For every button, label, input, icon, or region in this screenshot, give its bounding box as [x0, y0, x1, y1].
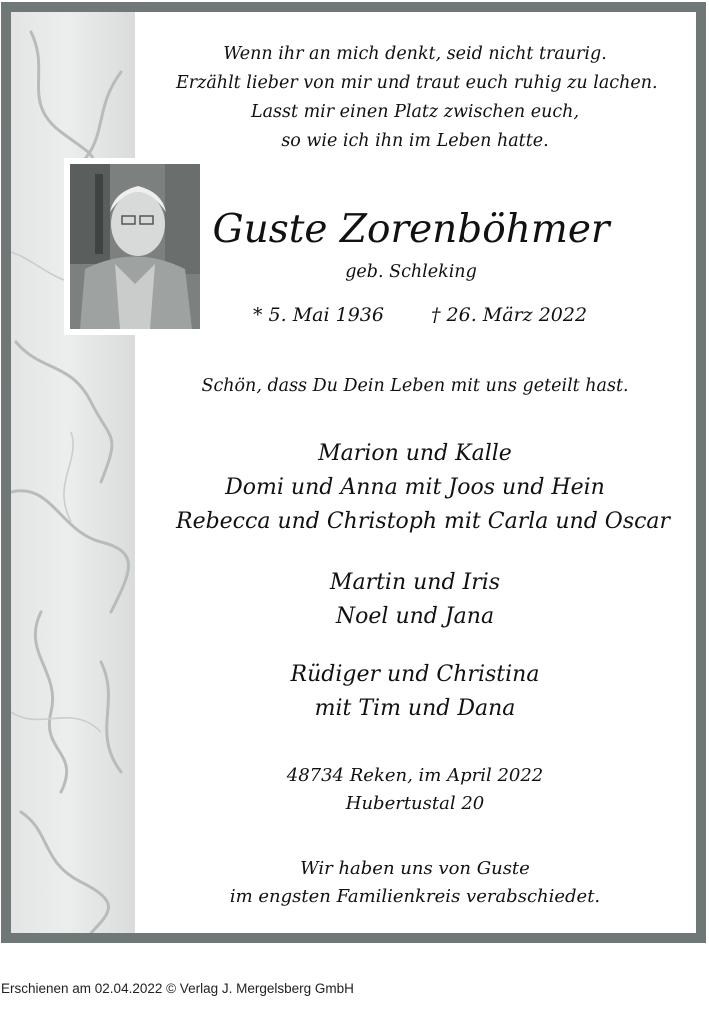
poem-line: Erzählt lieber von mir und traut euch ruhig zu lachen. [176, 73, 658, 93]
address-line: 48734 Reken, im April 2022 [286, 765, 544, 786]
family-line: Martin und Iris [329, 570, 501, 595]
family-line: Noel und Jana [335, 604, 495, 629]
portrait-image [70, 164, 200, 329]
family-group-2 [176, 566, 654, 634]
family-line: mit Tim und Dana [314, 696, 516, 721]
marble-side-panel [11, 12, 135, 933]
family-group-3 [176, 658, 654, 726]
poem-line: Wenn ihr an mich denkt, seid nicht traurig. [223, 44, 607, 64]
death-date: † 26. März 2022 [431, 304, 588, 326]
portrait-photo [64, 158, 206, 335]
farewell-line: im engsten Familienkreis verabschiedet. [229, 886, 601, 907]
family-line: Marion und Kalle [318, 441, 512, 466]
family-line: Rüdiger und Christina [290, 662, 540, 687]
maiden-name: geb. Schleking [345, 262, 477, 282]
obituary-notice [1, 2, 706, 943]
address-line: Hubertustal 20 [345, 793, 485, 814]
family-line: Rebecca und Christoph mit Carla und Oscar [176, 509, 671, 534]
poem-line: Lasst mir einen Platz zwischen euch, [250, 102, 580, 122]
publication-footer: Erschienen am 02.04.2022 © Verlag J. Mergelsberg GmbH [1, 981, 354, 996]
poem [176, 40, 658, 156]
family-line: Domi und Anna mit Joos und Hein [225, 475, 605, 500]
poem-line: so wie ich ihn im Leben hatte. [281, 131, 549, 151]
farewell-line: Wir haben uns von Guste [300, 858, 530, 879]
farewell-note [176, 855, 654, 911]
quote: Schön, dass Du Dein Leben mit uns geteilt hast. [201, 376, 629, 396]
birth-date: * 5. Mai 1936 [253, 304, 384, 326]
notice-content [11, 12, 696, 933]
family-group-1 [176, 437, 671, 539]
deceased-name: Guste Zorenböhmer [212, 207, 610, 252]
address [176, 762, 654, 818]
